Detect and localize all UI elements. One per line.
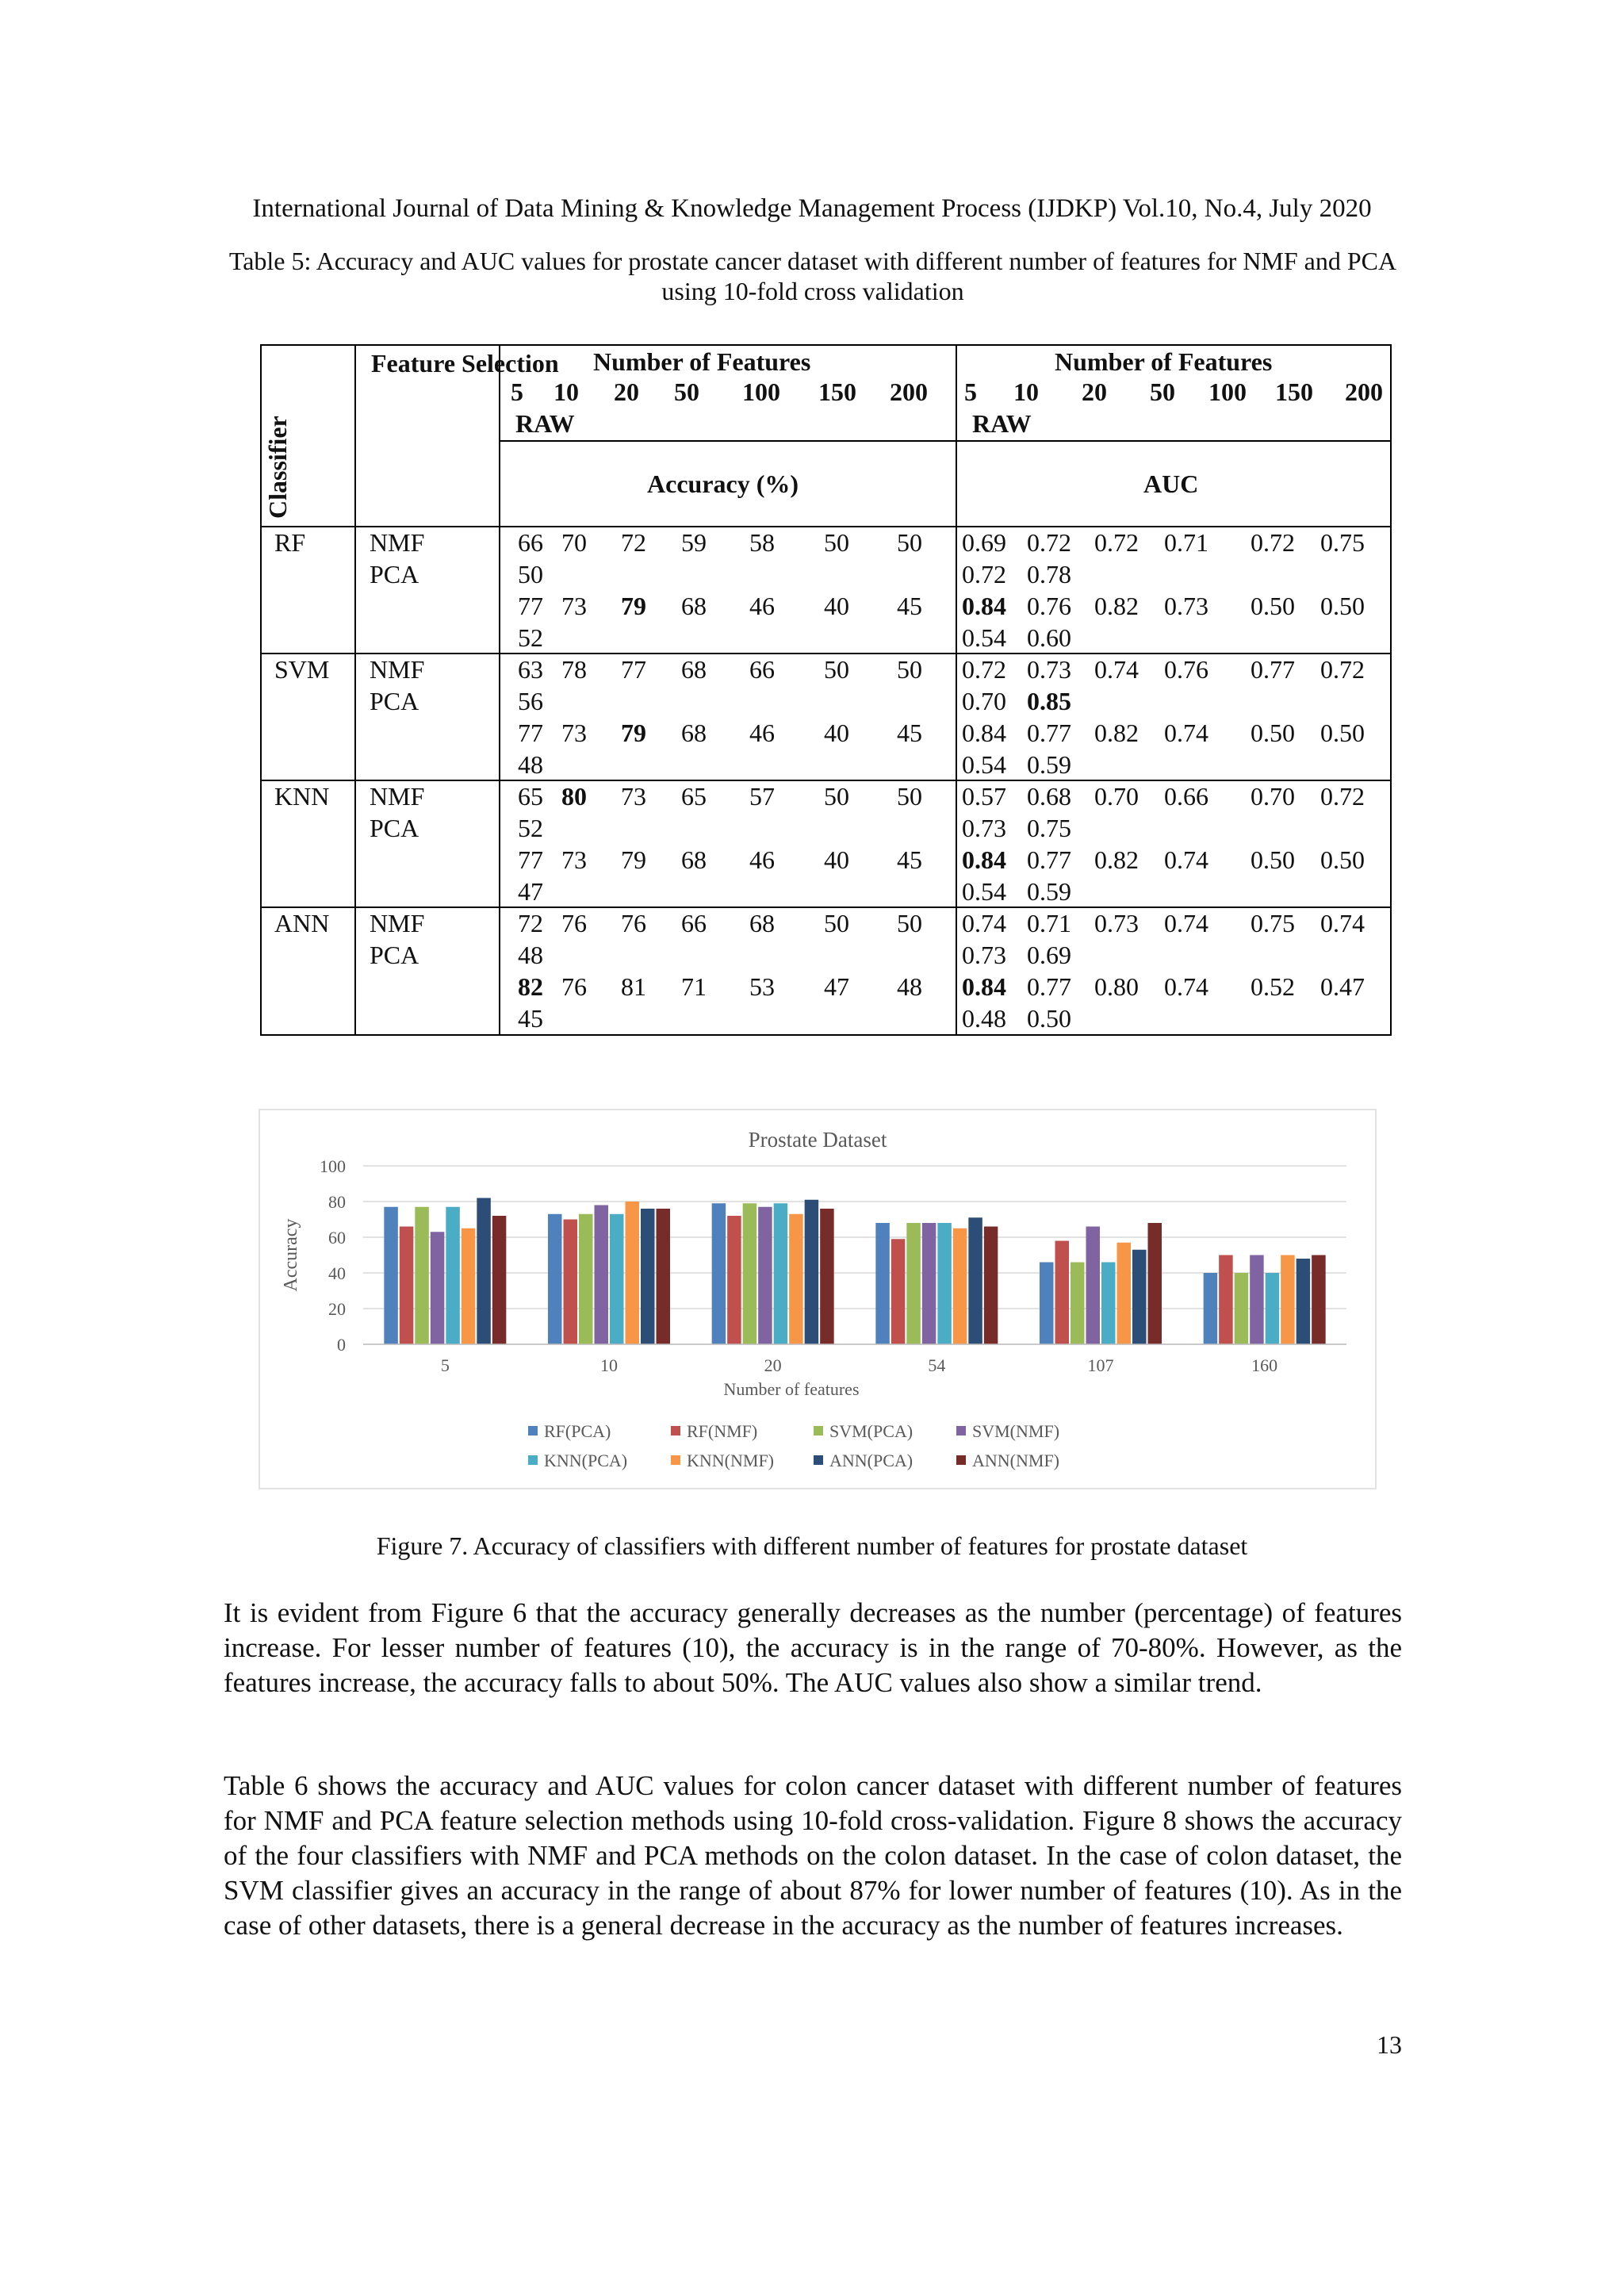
bar-svm-pca bbox=[1071, 1263, 1085, 1345]
classifier-name: RF bbox=[274, 528, 306, 557]
bar-svm-nmf bbox=[595, 1205, 609, 1345]
auc-cell: 0.84 bbox=[962, 592, 1006, 620]
auc-cell: 0.50 bbox=[1251, 719, 1295, 747]
bar-ann-nmf bbox=[492, 1216, 507, 1344]
auc-cell: 0.48 bbox=[962, 1004, 1006, 1033]
accuracy-cell: 68 bbox=[681, 719, 707, 747]
legend-entry: KNN(PCA) bbox=[544, 1451, 628, 1470]
auc-cell: 0.80 bbox=[1094, 972, 1139, 1001]
bar-ann-pca bbox=[1132, 1250, 1147, 1344]
accuracy-cell: 78 bbox=[561, 655, 587, 684]
bar-svm-nmf bbox=[922, 1223, 936, 1344]
auc-cell: 0.72 bbox=[1320, 782, 1365, 811]
auc-cell: 0.74 bbox=[1164, 845, 1208, 874]
accuracy-cell: 48 bbox=[897, 972, 922, 1001]
accuracy-cell: 82 bbox=[518, 972, 543, 1001]
legend-entry: RF(PCA) bbox=[544, 1421, 611, 1441]
auc-cell: 0.73 bbox=[1027, 655, 1071, 684]
accuracy-cell: 40 bbox=[824, 719, 849, 747]
auc-cell: 0.59 bbox=[1027, 877, 1071, 906]
bar-svm-nmf bbox=[431, 1232, 445, 1344]
legend-entry: ANN(NMF) bbox=[972, 1451, 1059, 1470]
auc-cell: 0.78 bbox=[1027, 560, 1071, 588]
accuracy-cell: 66 bbox=[518, 528, 543, 557]
legend-swatch bbox=[528, 1426, 538, 1435]
x-tick-label: 160 bbox=[1251, 1355, 1278, 1375]
legend-swatch bbox=[671, 1455, 680, 1465]
raw-label-left: RAW bbox=[515, 409, 575, 438]
bar-rf-nmf bbox=[891, 1239, 906, 1344]
accuracy-cell: 50 bbox=[824, 528, 849, 557]
results-table bbox=[260, 344, 1392, 1036]
accuracy-cell: 56 bbox=[518, 687, 543, 715]
bar-ann-nmf bbox=[1148, 1223, 1162, 1344]
accuracy-cell: 76 bbox=[621, 909, 646, 937]
y-tick-label: 40 bbox=[328, 1263, 346, 1283]
auc-cell: 0.84 bbox=[962, 972, 1006, 1001]
classifier-name: KNN bbox=[274, 782, 330, 811]
method-label: PCA bbox=[370, 560, 419, 588]
bar-knn-pca bbox=[446, 1207, 460, 1344]
accuracy-cell: 52 bbox=[518, 623, 543, 652]
auc-cell: 0.66 bbox=[1164, 782, 1208, 811]
y-tick-label: 80 bbox=[328, 1192, 346, 1212]
accuracy-cell: 45 bbox=[897, 719, 922, 747]
legend-entry: ANN(PCA) bbox=[829, 1451, 914, 1470]
bar-knn-nmf bbox=[789, 1214, 803, 1344]
x-tick-label: 54 bbox=[928, 1355, 946, 1375]
auc-cell: 0.50 bbox=[1251, 592, 1295, 620]
auc-cell: 0.82 bbox=[1094, 719, 1139, 747]
bar-knn-pca bbox=[937, 1223, 952, 1344]
bar-knn-nmf bbox=[1281, 1255, 1295, 1345]
bar-knn-nmf bbox=[953, 1228, 967, 1344]
accuracy-cell: 66 bbox=[749, 655, 775, 684]
auc-cell: 0.72 bbox=[1094, 528, 1139, 557]
method-label: PCA bbox=[370, 941, 419, 969]
accuracy-cell: 81 bbox=[621, 972, 646, 1001]
feature-count-right: 50 bbox=[1150, 378, 1175, 406]
auc-cell: 0.71 bbox=[1164, 528, 1208, 557]
bar-ann-nmf bbox=[984, 1227, 998, 1345]
bar-knn-pca bbox=[1266, 1273, 1280, 1344]
accuracy-header: Accuracy (%) bbox=[647, 470, 799, 498]
bar-ann-pca bbox=[641, 1209, 655, 1344]
bar-knn-nmf bbox=[626, 1202, 640, 1344]
accuracy-cell: 50 bbox=[897, 782, 922, 811]
auc-cell: 0.84 bbox=[962, 845, 1006, 874]
accuracy-cell: 80 bbox=[561, 782, 587, 811]
bar-svm-pca bbox=[579, 1214, 593, 1344]
y-tick-label: 60 bbox=[328, 1228, 346, 1248]
bar-ann-nmf bbox=[820, 1209, 834, 1344]
feature-count-right: 200 bbox=[1345, 378, 1383, 406]
bar-knn-nmf bbox=[462, 1228, 476, 1344]
accuracy-cell: 47 bbox=[518, 877, 543, 906]
legend-swatch bbox=[528, 1455, 538, 1465]
method-label: NMF bbox=[370, 528, 425, 557]
feature-selection-header: Feature Selection bbox=[371, 349, 559, 378]
accuracy-cell: 71 bbox=[681, 972, 707, 1001]
bar-svm-pca bbox=[1235, 1273, 1249, 1344]
bar-rf-pca bbox=[875, 1223, 890, 1344]
method-label: NMF bbox=[370, 782, 425, 811]
number-of-features-header-left: Number of Features bbox=[593, 347, 811, 376]
auc-cell: 0.74 bbox=[1164, 719, 1208, 747]
accuracy-cell: 50 bbox=[824, 655, 849, 684]
bar-ann-pca bbox=[968, 1217, 982, 1344]
chart-title: Prostate Dataset bbox=[748, 1128, 887, 1152]
accuracy-cell: 73 bbox=[621, 782, 646, 811]
accuracy-cell: 79 bbox=[621, 719, 646, 747]
feature-count-left: 50 bbox=[674, 378, 699, 406]
accuracy-cell: 52 bbox=[518, 814, 543, 842]
legend-swatch bbox=[814, 1455, 823, 1465]
bar-knn-pca bbox=[610, 1214, 624, 1344]
method-label: PCA bbox=[370, 814, 419, 842]
bar-ann-pca bbox=[805, 1200, 819, 1344]
bar-svm-nmf bbox=[1250, 1255, 1264, 1345]
bar-ann-pca bbox=[1297, 1259, 1311, 1344]
auc-cell: 0.57 bbox=[962, 782, 1006, 811]
y-axis-label: Accuracy bbox=[281, 1218, 301, 1292]
accuracy-cell: 76 bbox=[561, 972, 587, 1001]
accuracy-cell: 53 bbox=[749, 972, 775, 1001]
accuracy-cell: 72 bbox=[621, 528, 646, 557]
auc-cell: 0.74 bbox=[1320, 909, 1365, 937]
bar-svm-nmf bbox=[1086, 1227, 1101, 1345]
bar-rf-nmf bbox=[1219, 1255, 1233, 1345]
accuracy-cell: 59 bbox=[681, 528, 707, 557]
accuracy-cell: 73 bbox=[561, 719, 587, 747]
feature-count-right: 150 bbox=[1275, 378, 1313, 406]
feature-count-left: 5 bbox=[511, 378, 523, 406]
auc-cell: 0.54 bbox=[962, 750, 1006, 779]
bar-rf-pca bbox=[1204, 1273, 1218, 1344]
feature-count-left: 200 bbox=[890, 378, 928, 406]
auc-cell: 0.54 bbox=[962, 623, 1006, 652]
bar-ann-pca bbox=[477, 1198, 491, 1345]
auc-cell: 0.74 bbox=[1094, 655, 1139, 684]
bar-rf-pca bbox=[384, 1207, 398, 1344]
auc-cell: 0.82 bbox=[1094, 592, 1139, 620]
auc-cell: 0.69 bbox=[962, 528, 1006, 557]
auc-cell: 0.50 bbox=[1027, 1004, 1071, 1033]
accuracy-cell: 73 bbox=[561, 845, 587, 874]
running-header: International Journal of Data Mining & Knowledge Management Process (IJDKP) Vol.10, No.4, July 2020 bbox=[252, 194, 1372, 223]
auc-cell: 0.54 bbox=[962, 877, 1006, 906]
auc-cell: 0.73 bbox=[1094, 909, 1139, 937]
bar-rf-nmf bbox=[564, 1220, 578, 1345]
figure-frame bbox=[259, 1109, 1377, 1489]
accuracy-cell: 65 bbox=[518, 782, 543, 811]
auc-cell: 0.74 bbox=[1164, 972, 1208, 1001]
auc-cell: 0.68 bbox=[1027, 782, 1071, 811]
auc-cell: 0.50 bbox=[1320, 592, 1365, 620]
accuracy-cell: 77 bbox=[518, 719, 543, 747]
auc-cell: 0.72 bbox=[1027, 528, 1071, 557]
auc-cell: 0.52 bbox=[1251, 972, 1295, 1001]
auc-cell: 0.69 bbox=[1027, 941, 1071, 969]
auc-cell: 0.77 bbox=[1027, 719, 1071, 747]
feature-count-right: 100 bbox=[1208, 378, 1247, 406]
accuracy-cell: 58 bbox=[749, 528, 775, 557]
x-tick-label: 5 bbox=[440, 1355, 450, 1375]
feature-count-left: 150 bbox=[818, 378, 856, 406]
bar-chart bbox=[260, 1110, 1375, 1488]
method-label: PCA bbox=[370, 687, 419, 715]
auc-cell: 0.74 bbox=[1164, 909, 1208, 937]
bar-rf-nmf bbox=[727, 1216, 741, 1344]
auc-cell: 0.84 bbox=[962, 719, 1006, 747]
auc-cell: 0.72 bbox=[1320, 655, 1365, 684]
method-label: NMF bbox=[370, 909, 425, 937]
x-tick-label: 107 bbox=[1087, 1355, 1114, 1375]
method-label: NMF bbox=[370, 655, 425, 684]
legend-entry: KNN(NMF) bbox=[687, 1451, 774, 1470]
bar-rf-nmf bbox=[1055, 1241, 1070, 1345]
accuracy-cell: 50 bbox=[897, 528, 922, 557]
accuracy-cell: 40 bbox=[824, 592, 849, 620]
auc-cell: 0.72 bbox=[962, 655, 1006, 684]
accuracy-cell: 57 bbox=[749, 782, 775, 811]
accuracy-cell: 65 bbox=[681, 782, 707, 811]
auc-cell: 0.76 bbox=[1027, 592, 1071, 620]
legend-entry: RF(NMF) bbox=[687, 1421, 758, 1441]
auc-cell: 0.60 bbox=[1027, 623, 1071, 652]
accuracy-cell: 50 bbox=[824, 782, 849, 811]
accuracy-cell: 50 bbox=[518, 560, 543, 588]
accuracy-cell: 68 bbox=[681, 592, 707, 620]
accuracy-cell: 48 bbox=[518, 750, 543, 779]
auc-cell: 0.77 bbox=[1251, 655, 1295, 684]
classifier-name: ANN bbox=[274, 909, 330, 937]
x-tick-label: 10 bbox=[600, 1355, 618, 1375]
legend-entry: SVM(NMF) bbox=[972, 1421, 1060, 1441]
number-of-features-header-right: Number of Features bbox=[1055, 347, 1273, 376]
accuracy-cell: 40 bbox=[824, 845, 849, 874]
accuracy-cell: 68 bbox=[749, 909, 775, 937]
feature-count-left: 100 bbox=[742, 378, 780, 406]
body-paragraph-1: It is evident from Figure 6 that the accuracy generally decreases as the number (percentage) of features increase. For lesser number of features (10), the accuracy is in the range of 70-80%. However, as the features increase, the accuracy falls to about 50%. The AUC values also show a similar trend. bbox=[224, 1597, 1402, 1698]
x-axis-label: Number of features bbox=[723, 1379, 860, 1399]
auc-cell: 0.76 bbox=[1164, 655, 1208, 684]
auc-cell: 0.47 bbox=[1320, 972, 1365, 1001]
auc-cell: 0.70 bbox=[962, 687, 1006, 715]
legend-swatch bbox=[956, 1455, 966, 1465]
accuracy-cell: 45 bbox=[897, 592, 922, 620]
auc-cell: 0.50 bbox=[1320, 719, 1365, 747]
legend-entry: SVM(PCA) bbox=[829, 1421, 914, 1441]
accuracy-cell: 50 bbox=[897, 655, 922, 684]
bar-rf-pca bbox=[548, 1214, 562, 1344]
auc-cell: 0.75 bbox=[1320, 528, 1365, 557]
auc-cell: 0.50 bbox=[1251, 845, 1295, 874]
accuracy-cell: 46 bbox=[749, 592, 775, 620]
auc-cell: 0.73 bbox=[962, 941, 1006, 969]
accuracy-cell: 66 bbox=[681, 909, 707, 937]
auc-cell: 0.72 bbox=[1251, 528, 1295, 557]
body-paragraph-2: Table 6 shows the accuracy and AUC values for colon cancer dataset with different number of features for NMF and PCA feature selection methods using 10-fold cross-validation. Figure 8 shows the accuracy of the four classifiers with NMF and PCA methods on the colon dataset. In the case of colon dataset, the SVM classifier gives an accuracy in the range of about 87% for lower number of features (10). As in the case of other datasets, there is a general decrease in the accuracy as the number of features increases. bbox=[224, 1770, 1402, 1941]
feature-count-right: 5 bbox=[964, 378, 977, 406]
y-tick-label: 0 bbox=[337, 1335, 346, 1355]
auc-cell: 0.73 bbox=[962, 814, 1006, 842]
accuracy-cell: 48 bbox=[518, 941, 543, 969]
auc-cell: 0.71 bbox=[1027, 909, 1071, 937]
accuracy-cell: 47 bbox=[824, 972, 849, 1001]
accuracy-cell: 50 bbox=[897, 909, 922, 937]
auc-cell: 0.50 bbox=[1320, 845, 1365, 874]
auc-cell: 0.82 bbox=[1094, 845, 1139, 874]
legend-swatch bbox=[671, 1426, 680, 1435]
bar-knn-pca bbox=[774, 1203, 788, 1344]
bar-rf-pca bbox=[712, 1203, 726, 1344]
bar-svm-pca bbox=[415, 1207, 429, 1344]
table-caption: Table 5: Accuracy and AUC values for prostate cancer dataset with different number of features for NMF and PCA using 10-fold cross validation bbox=[228, 247, 1397, 305]
accuracy-cell: 45 bbox=[518, 1004, 543, 1033]
bar-ann-nmf bbox=[1312, 1255, 1326, 1345]
y-tick-label: 100 bbox=[320, 1156, 346, 1176]
accuracy-cell: 76 bbox=[561, 909, 587, 937]
auc-cell: 0.70 bbox=[1094, 782, 1139, 811]
auc-cell: 0.70 bbox=[1251, 782, 1295, 811]
accuracy-cell: 77 bbox=[518, 592, 543, 620]
legend-swatch bbox=[814, 1426, 823, 1435]
bar-ann-nmf bbox=[657, 1209, 671, 1344]
bar-svm-nmf bbox=[758, 1207, 772, 1344]
accuracy-cell: 68 bbox=[681, 845, 707, 874]
accuracy-cell: 46 bbox=[749, 719, 775, 747]
classifier-header: Classifier bbox=[263, 416, 292, 519]
bar-rf-nmf bbox=[400, 1227, 414, 1345]
bar-svm-pca bbox=[906, 1223, 921, 1344]
auc-cell: 0.77 bbox=[1027, 845, 1071, 874]
accuracy-cell: 79 bbox=[621, 592, 646, 620]
feature-count-right: 20 bbox=[1082, 378, 1107, 406]
accuracy-cell: 77 bbox=[621, 655, 646, 684]
feature-count-left: 20 bbox=[614, 378, 639, 406]
accuracy-cell: 50 bbox=[824, 909, 849, 937]
classifier-name: SVM bbox=[274, 655, 330, 684]
feature-count-left: 10 bbox=[553, 378, 579, 406]
bar-rf-pca bbox=[1040, 1263, 1054, 1345]
accuracy-cell: 79 bbox=[621, 845, 646, 874]
legend-swatch bbox=[956, 1426, 966, 1435]
accuracy-cell: 70 bbox=[561, 528, 587, 557]
bar-knn-pca bbox=[1101, 1263, 1116, 1345]
bar-knn-nmf bbox=[1117, 1243, 1132, 1344]
accuracy-cell: 46 bbox=[749, 845, 775, 874]
auc-cell: 0.74 bbox=[962, 909, 1006, 937]
auc-cell: 0.85 bbox=[1027, 687, 1071, 715]
auc-cell: 0.73 bbox=[1164, 592, 1208, 620]
accuracy-cell: 45 bbox=[897, 845, 922, 874]
auc-cell: 0.72 bbox=[962, 560, 1006, 588]
accuracy-cell: 77 bbox=[518, 845, 543, 874]
accuracy-cell: 63 bbox=[518, 655, 543, 684]
page-number: 13 bbox=[1377, 2030, 1402, 2059]
auc-cell: 0.75 bbox=[1027, 814, 1071, 842]
raw-label-right: RAW bbox=[972, 409, 1032, 438]
auc-header: AUC bbox=[1143, 470, 1199, 498]
accuracy-cell: 73 bbox=[561, 592, 587, 620]
bar-svm-pca bbox=[743, 1203, 757, 1344]
y-tick-label: 20 bbox=[328, 1299, 346, 1319]
accuracy-cell: 72 bbox=[518, 909, 543, 937]
figure-caption: Figure 7. Accuracy of classifiers with different number of features for prostate dataset bbox=[376, 1531, 1248, 1560]
auc-cell: 0.75 bbox=[1251, 909, 1295, 937]
auc-cell: 0.77 bbox=[1027, 972, 1071, 1001]
feature-count-right: 10 bbox=[1013, 378, 1039, 406]
x-tick-label: 20 bbox=[764, 1355, 782, 1375]
auc-cell: 0.59 bbox=[1027, 750, 1071, 779]
accuracy-cell: 68 bbox=[681, 655, 707, 684]
